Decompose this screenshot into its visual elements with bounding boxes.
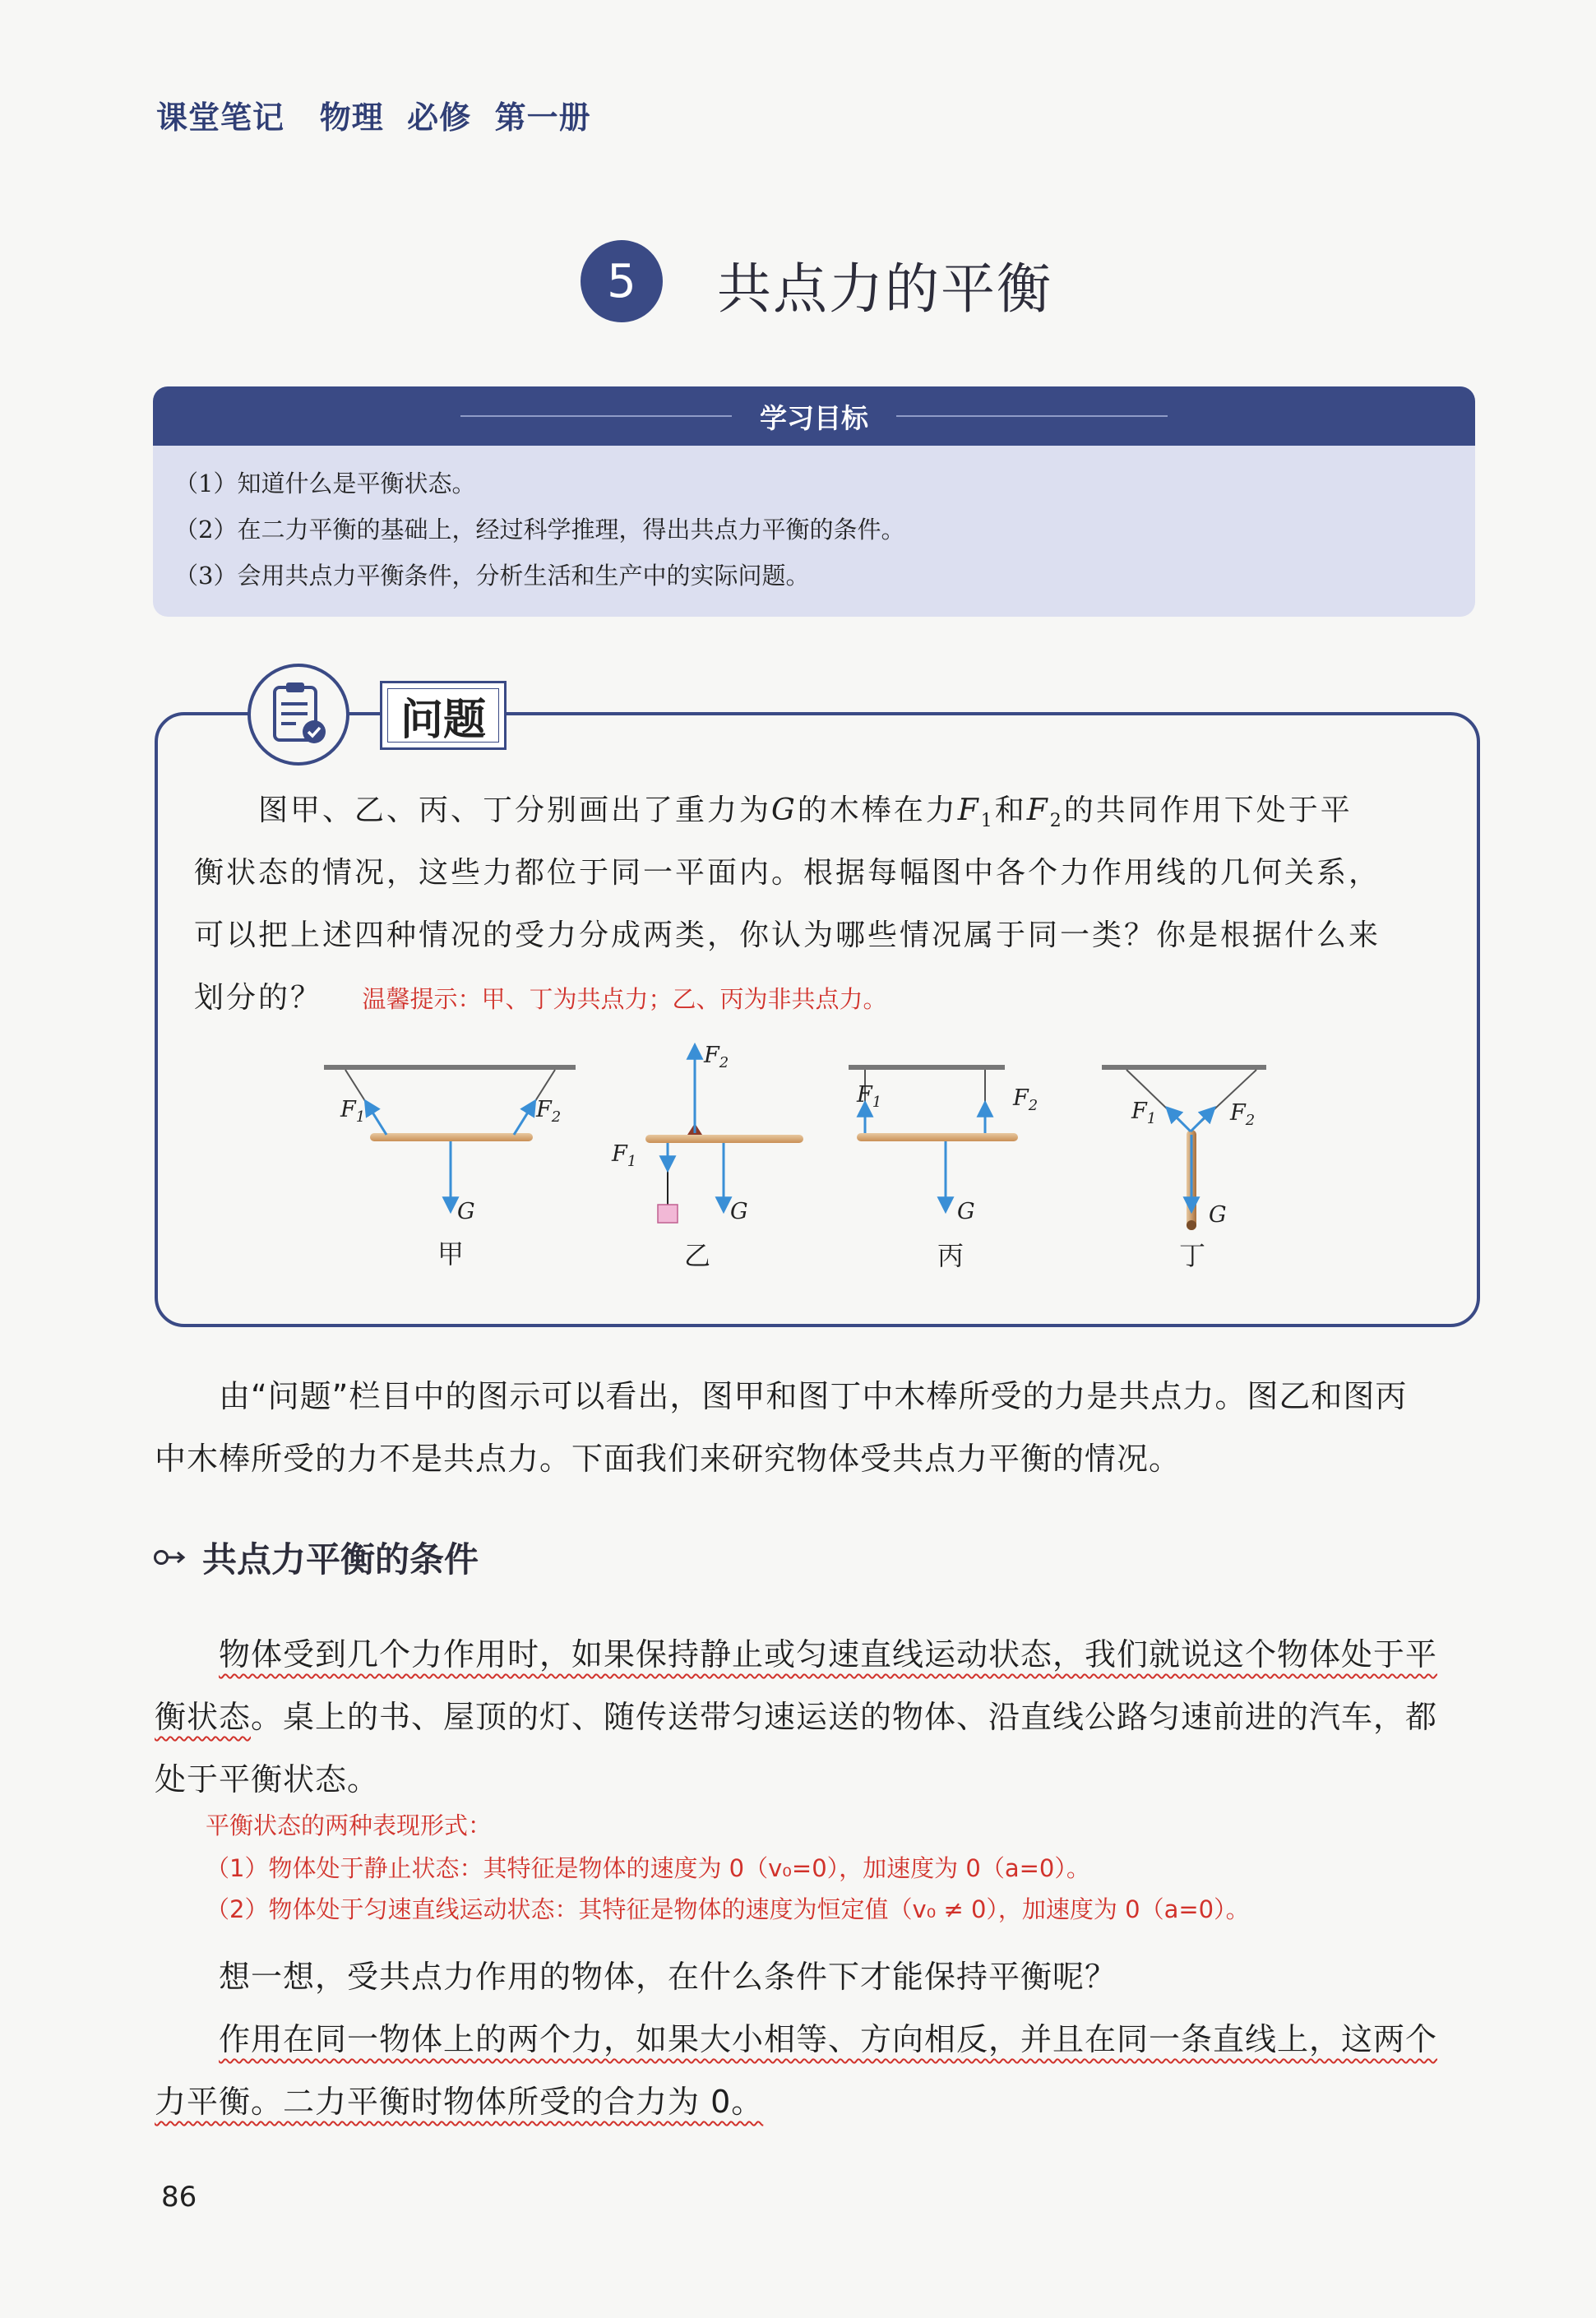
label-g: G: [457, 1199, 475, 1224]
text: 作用在同一物体上的两个力，如果大小相等、方向相反，并且在同一条直线上，这两个: [219, 2021, 1438, 2057]
clipboard-check-icon: [245, 661, 352, 768]
label-f2: $F_2$: [1230, 1100, 1256, 1129]
paragraph-4-line-1: [219, 2008, 1437, 2070]
symbol-f2: F: [1026, 793, 1050, 827]
figure-label-ding: 丁: [1179, 1240, 1206, 1271]
paragraph-1-line-1: 由“问题”栏目中的图示可以看出，图甲和图丁中木棒所受的力是共点力。图乙和图丙: [219, 1378, 1408, 1414]
figure-yi: [611, 1043, 803, 1271]
notes-title: 平衡状态的两种表现形式：: [206, 1811, 493, 1839]
question-line-3: 可以把上述四种情况的受力分成两类，你认为哪些情况属于同一类？你是根据什么来: [194, 918, 1381, 952]
figure-label-bing: 丙: [937, 1240, 965, 1271]
label-f1: $F_1$: [612, 1141, 637, 1170]
goal-item: （1）知道什么是平衡状态。: [174, 470, 476, 497]
question-label: [380, 681, 507, 750]
page-number: 86: [161, 2181, 197, 2214]
subsection-title: 共点力平衡的条件: [202, 1539, 479, 1580]
learning-goals-header: [153, 386, 1475, 446]
text: 力平衡。二力平衡时物体所受的合力为 0。: [155, 2084, 764, 2120]
goal-item: （2）在二力平衡的基础上，经过科学推理，得出共点力平衡的条件。: [174, 516, 905, 544]
section-title: 共点力的平衡: [717, 257, 1052, 321]
label-f1: $F_1$: [340, 1097, 366, 1126]
learning-goals-list: [153, 446, 1475, 599]
force-diagrams: [312, 1028, 1332, 1283]
label-f2: $F_2$: [536, 1097, 562, 1126]
section-number-badge: 5: [581, 240, 663, 322]
subsection-heading: [153, 1533, 479, 1582]
text: 。桌上的书、屋顶的灯、随传送带匀速运送的物体、沿直线公路匀速前进的汽车，都: [251, 1699, 1438, 1735]
notes-item-2: （2）物体处于匀速直线运动状态：其特征是物体的速度为恒定值（v₀ ≠ 0），加速度为 0（a=0）。: [206, 1895, 1250, 1923]
text: 衡状态: [155, 1699, 252, 1735]
text: 和: [994, 793, 1027, 827]
label-frame: [387, 688, 499, 743]
goal-item: （3）会用共点力平衡条件，分析生活和生产中的实际问题。: [174, 562, 810, 590]
subscript: 1: [980, 811, 995, 832]
paragraph-4-line-2: [155, 2070, 763, 2133]
paragraph-3: 想一想，受共点力作用的物体，在什么条件下才能保持平衡呢？: [219, 1959, 1117, 1995]
paragraph-2-line-2: [155, 1686, 1437, 1748]
label-f1: $F_1$: [857, 1082, 882, 1111]
arrow-bullet-icon: [153, 1545, 194, 1570]
learning-goals-title: 学习目标: [760, 401, 868, 434]
symbol-f1: F: [957, 793, 981, 827]
label-f2: $F_2$: [704, 1043, 729, 1071]
paragraph-2-line-3: 处于平衡状态。: [155, 1761, 380, 1797]
learning-goals-box: [153, 386, 1475, 617]
text: 物体受到几个力作用时，如果保持静止或匀速直线运动状态，我们就说这个物体处于平: [219, 1636, 1438, 1673]
label-g: G: [730, 1199, 748, 1224]
subscript: 2: [1049, 811, 1064, 832]
label-g: G: [957, 1199, 975, 1224]
hint-text: 温馨提示：甲、丁为共点力；乙、丙为非共点力。: [362, 985, 887, 1013]
label-f1: $F_1$: [1131, 1099, 1157, 1127]
divider: [460, 415, 732, 417]
text: 的木棒在力: [797, 793, 958, 827]
label-g: G: [1209, 1202, 1227, 1228]
text: 划分的？: [194, 981, 323, 1015]
paragraph-1-line-2: 中木棒所受的力不是共点力。下面我们来研究物体受共点力平衡的情况。: [155, 1441, 1182, 1477]
figure-jia: [324, 1065, 576, 1270]
label-f2: $F_2$: [1013, 1085, 1039, 1114]
text: 图甲、乙、丙、丁分别画出了重力为: [258, 793, 772, 827]
symbol-g: G: [771, 793, 798, 827]
book-header: 课堂笔记 物理 必修 第一册: [156, 99, 591, 136]
text: 的共同作用下处于平: [1063, 793, 1353, 827]
divider: [896, 415, 1168, 417]
question-line-4: [194, 967, 886, 1030]
paragraph-2-line-1: [219, 1623, 1437, 1686]
question-line-2: 衡状态的情况，这些力都位于同一平面内。根据每幅图中各个力作用线的几何关系，: [194, 856, 1381, 890]
figure-label-jia: 甲: [437, 1238, 465, 1270]
notes-item-1: （1）物体处于静止状态：其特征是物体的速度为 0（v₀=0），加速度为 0（a=0）。: [206, 1854, 1090, 1882]
question-label-text: 问题: [400, 695, 486, 745]
figure-ding: [1102, 1065, 1266, 1271]
figure-label-yi: 乙: [684, 1240, 711, 1271]
figure-bing: [849, 1065, 1038, 1271]
